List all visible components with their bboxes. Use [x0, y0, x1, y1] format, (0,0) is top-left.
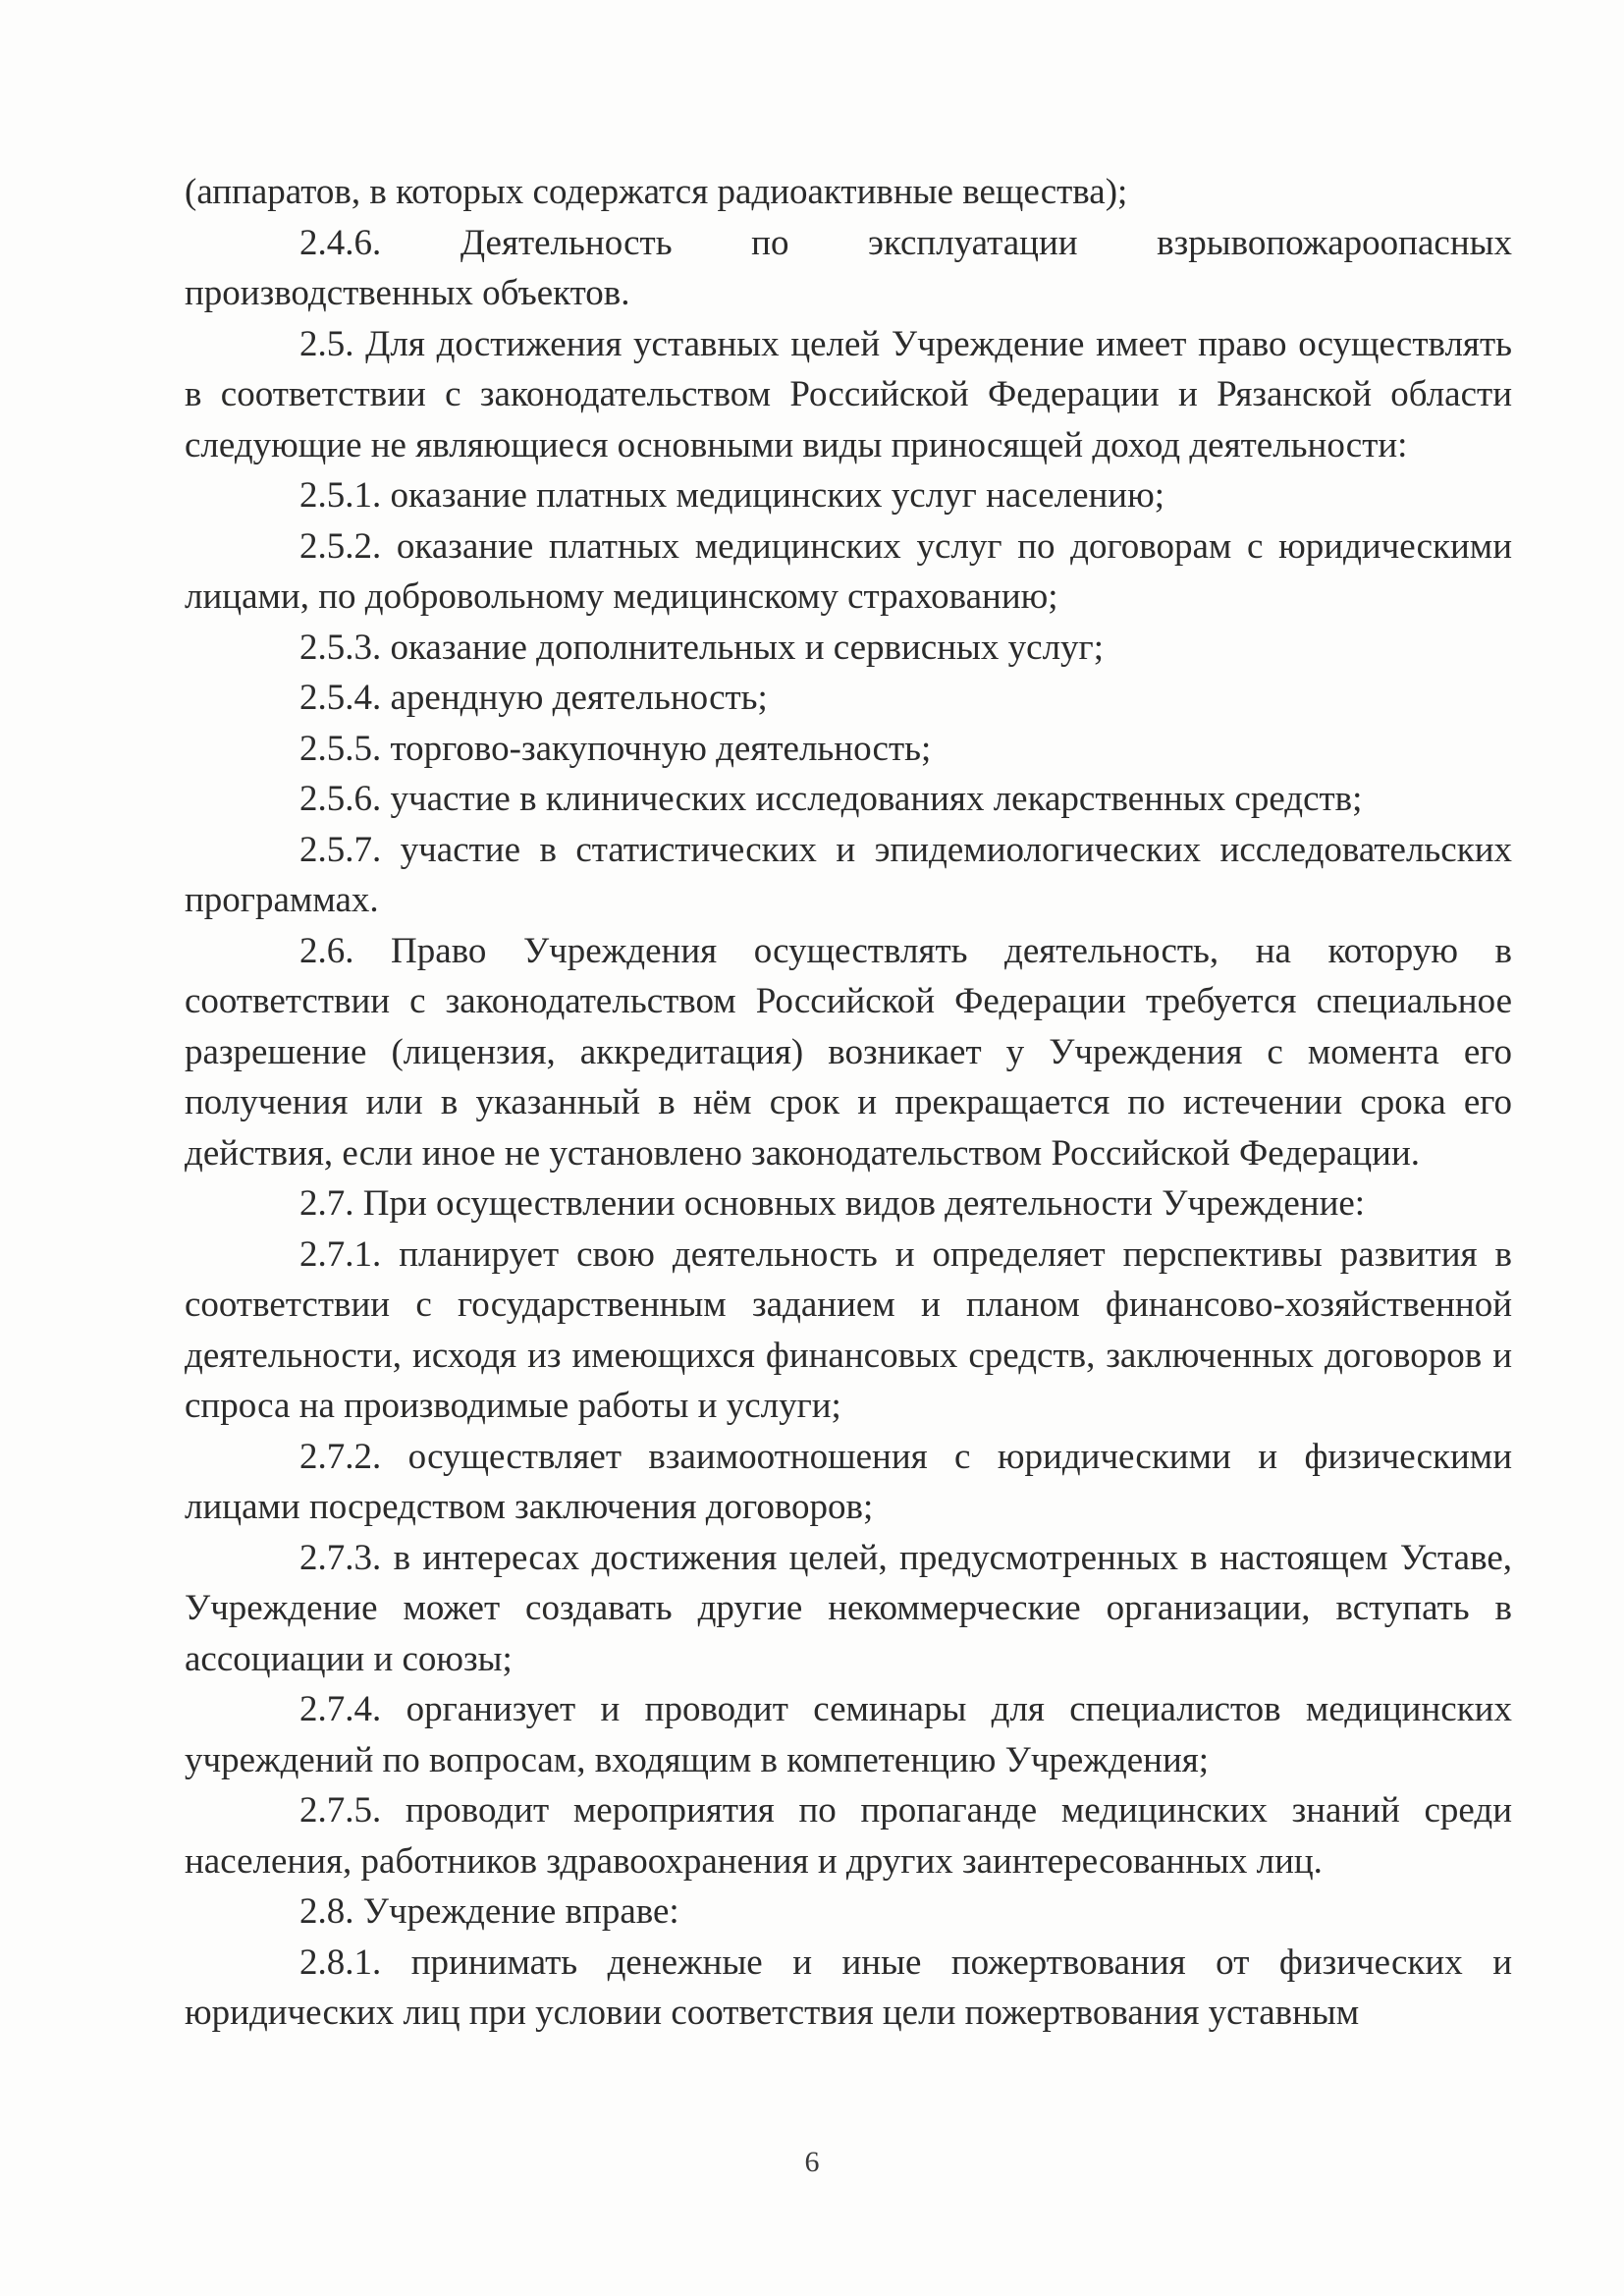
- paragraph: 2.5.3. оказание дополнительных и сервисных услуг;: [299, 627, 1104, 668]
- paragraph: 2.8.1. принимать денежные и иные пожертвования от физических и юридических лиц при условии соответствия цели пожертвования уставным: [185, 1941, 1512, 2033]
- paragraph: 2.6. Право Учреждения осуществлять деятельность, на которую в соответствии с законодательством Российской Федерации требуется специальное разрешение (лицензия, аккредитация) возникает у Учреждения с момента его получения или в указанный в нём срок и прекращается по истечении срока его действия, если иное не установлено законодательством Российской Федерации.: [185, 930, 1512, 1174]
- paragraph: 2.7. При осуществлении основных видов деятельности Учреждение:: [299, 1183, 1366, 1224]
- paragraph: 2.5.1. оказание платных медицинских услуг населению;: [299, 475, 1165, 516]
- paragraph: 2.4.6. Деятельность по эксплуатации взрывопожароопасных производственных объектов.: [185, 222, 1512, 313]
- document-body: [185, 167, 1512, 2039]
- paragraph: 2.8. Учреждение вправе:: [299, 1891, 679, 1932]
- paragraph: 2.5. Для достижения уставных целей Учреждение имеет право осуществлять в соответствии с законодательством Российской Федерации и Рязанской области следующие не являющиеся основными виды приносящей доход деятельности:: [185, 323, 1512, 465]
- page-number: 6: [804, 2146, 820, 2178]
- paragraph: 2.5.4. арендную деятельность;: [299, 678, 768, 718]
- paragraph: (аппаратов, в которых содержатся радиоактивные вещества);: [185, 172, 1128, 212]
- paragraph: 2.7.2. осуществляет взаимоотношения с юридическими и физическими лицами посредством заключения договоров;: [185, 1436, 1512, 1527]
- paragraph: 2.5.7. участие в статистических и эпидемиологических исследовательских программах.: [185, 829, 1512, 920]
- paragraph: 2.7.3. в интересах достижения целей, предусмотренных в настоящем Уставе, Учреждение может создавать другие некоммерческие организации, вступать в ассоциации и союзы;: [185, 1537, 1512, 1679]
- paragraph: 2.5.5. торгово-закупочную деятельность;: [299, 728, 932, 769]
- paragraph: 2.7.1. планирует свою деятельность и определяет перспективы развития в соответствии с государственным заданием и планом финансово-хозяйственной деятельности, исходя из имеющихся финансовых средств, заключенных договоров и спроса на производимые работы и услуги;: [185, 1233, 1512, 1426]
- paragraph: 2.7.4. организует и проводит семинары для специалистов медицинских учреждений по вопросам, входящим в компетенцию Учреждения;: [185, 1689, 1512, 1780]
- paragraph: 2.5.6. участие в клинических исследованиях лекарственных средств;: [299, 779, 1363, 819]
- paragraph: 2.7.5. проводит мероприятия по пропаганде медицинских знаний среди населения, работников здравоохранения и других заинтересованных лиц.: [185, 1790, 1512, 1882]
- paragraph: 2.5.2. оказание платных медицинских услуг по договорам с юридическими лицами, по добровольному медицинскому страхованию;: [185, 525, 1512, 617]
